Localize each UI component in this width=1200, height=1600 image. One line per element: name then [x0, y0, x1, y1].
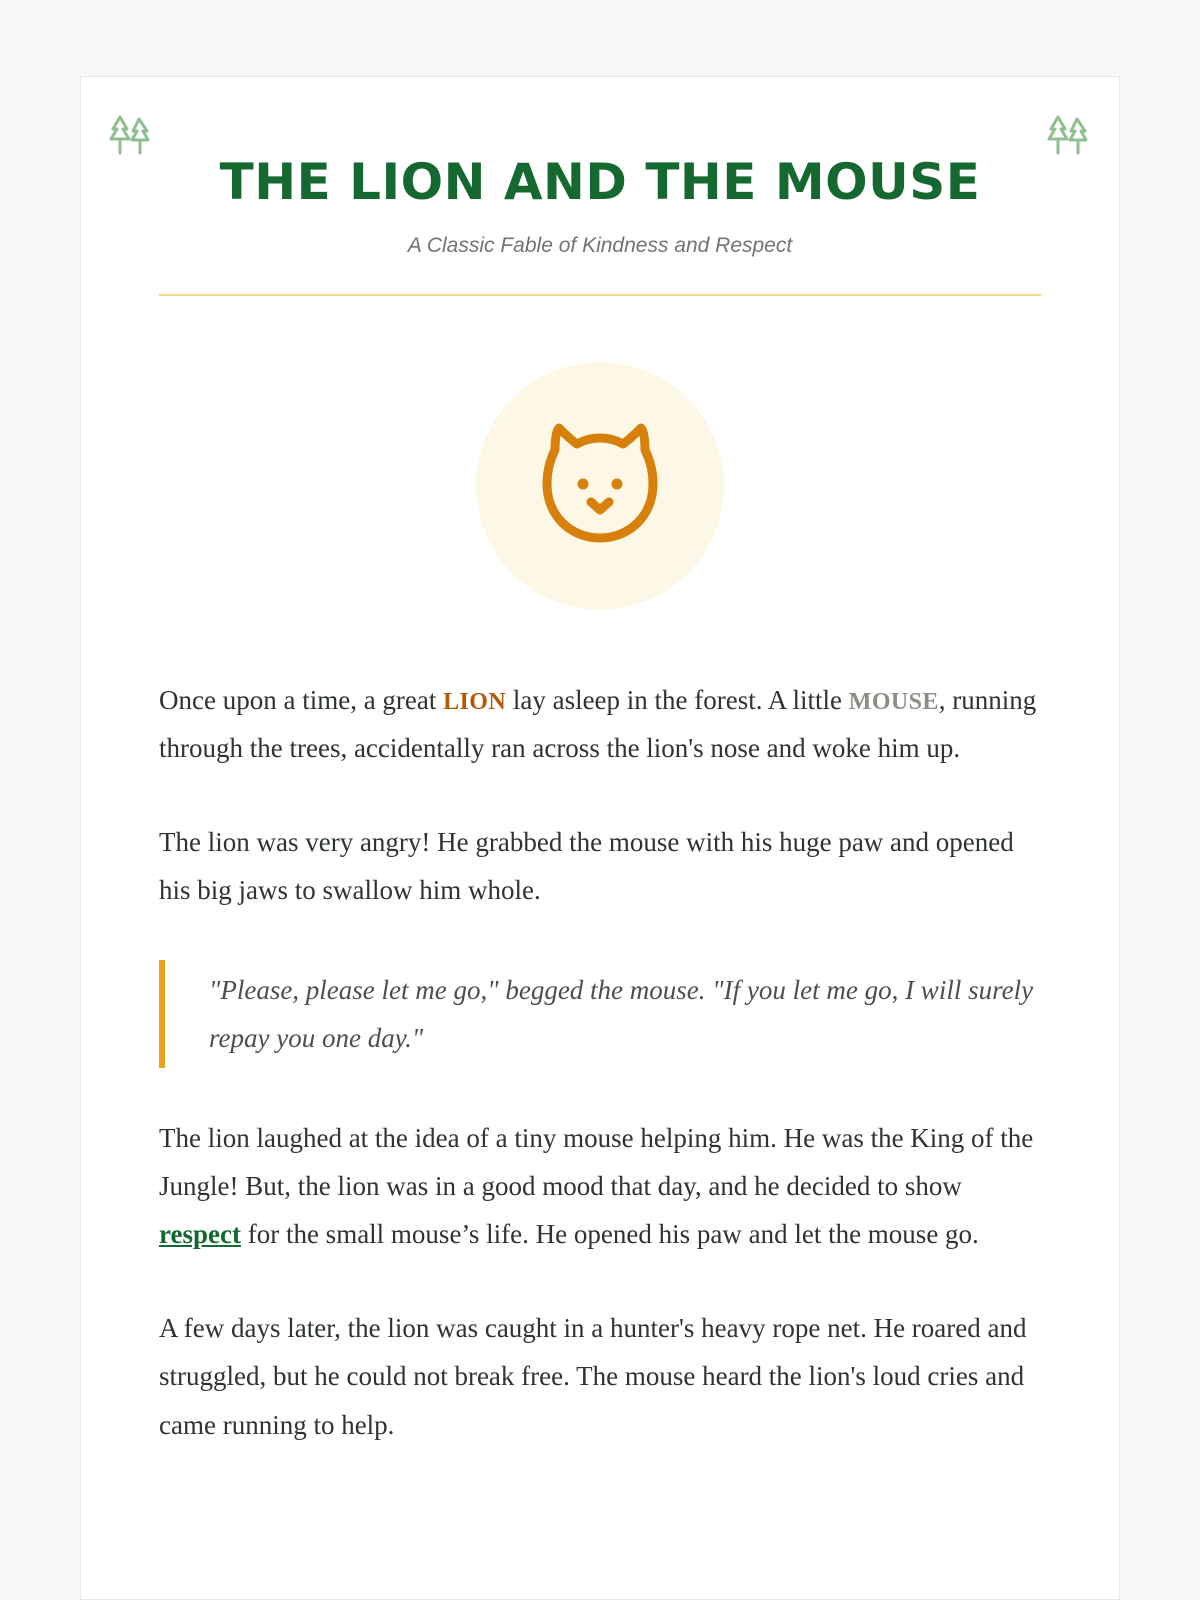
- keyword-respect: respect: [159, 1219, 241, 1250]
- text-run: lay asleep in the forest. A little: [506, 685, 849, 715]
- paragraph: [159, 1114, 1041, 1258]
- text-run: The lion was very angry! He grabbed the mouse with his huge paw and opened his big jaws to swallow him whole.: [159, 827, 1014, 906]
- page-subtitle: A Classic Fable of Kindness and Respect: [407, 234, 793, 257]
- text-run: , running through the trees, accidentally ran across the lion's nose and woke him up.: [159, 685, 1037, 764]
- page-title: THE LION AND THE MOUSE: [219, 153, 981, 211]
- keyword-lion: LION: [443, 689, 507, 715]
- text-run: Once upon a time, a great: [159, 685, 444, 715]
- story-body: [159, 676, 1041, 1449]
- trees-icon: [1043, 109, 1095, 161]
- paragraph: [159, 818, 1041, 914]
- text-run: The lion laughed at the idea of a tiny mouse helping him. He was the King of the Jungle! But, the lion was in a good mood that day, and he decided to show: [159, 1123, 1034, 1202]
- trees-icon: [105, 109, 157, 161]
- text-run: "Please, please let me go," begged the mouse. "If you let me go, I will surely repay you one day.": [209, 975, 1034, 1054]
- hero-circle: [476, 362, 724, 610]
- hero-illustration: [159, 362, 1041, 610]
- document-page: [80, 76, 1120, 1600]
- text-run: A few days later, the lion was caught in a hunter's heavy rope net. He roared and struggled, but he could not break free. The mouse heard the lion's loud cries and came running to help.: [159, 1313, 1027, 1440]
- paragraph: [159, 1304, 1041, 1448]
- pull-quote: [159, 960, 1041, 1068]
- title-divider: [159, 294, 1041, 296]
- keyword-mouse: MOUSE: [848, 689, 939, 715]
- text-run: for the small mouse’s life. He opened his paw and let the mouse go.: [240, 1219, 979, 1250]
- paragraph: [159, 676, 1041, 772]
- lion-face-icon: [525, 416, 675, 556]
